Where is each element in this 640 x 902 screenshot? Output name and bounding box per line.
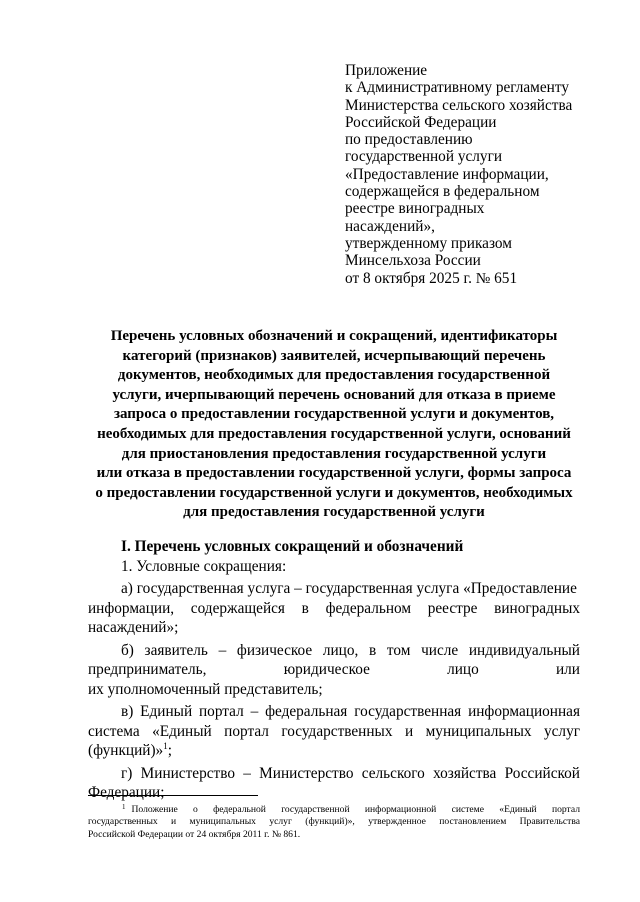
title-line: Перечень условных обозначений и сокращений, идентификаторы <box>110 328 558 344</box>
title-line: или отказа в предоставлении государственной услуги, формы запроса <box>96 465 572 482</box>
appendix-line: государственной услуги <box>345 148 503 166</box>
footnote-number: 1 <box>122 803 126 811</box>
list-item-a: а) государственная услуга – государственная услуга «Предоставление информации, содержащейся в федеральном реестре виноградных насаждений»; <box>88 580 580 636</box>
appendix-line: реестре виноградных <box>345 200 485 218</box>
section-subheading: 1. Условные сокращения: <box>121 557 287 575</box>
appendix-line: Минсельхоза России <box>345 252 481 270</box>
footnote-divider <box>88 795 258 796</box>
document-body <box>88 537 580 803</box>
title-line: необходимых для предоставления государственной услуги, оснований <box>97 425 571 442</box>
appendix-line: Министерства сельского хозяйства <box>345 96 573 114</box>
justified-line: предприниматель, юридическое лицо или <box>88 661 580 678</box>
title-line: о предоставлении государственной услуги и документов, необходимых <box>95 484 573 501</box>
list-item-c: в) Единый портал – федеральная государственная информационная система «Единый портал государственных и муниципальных услуг (функций)»$^1$; <box>88 703 580 759</box>
appendix-line: от 8 октября 2025 г. № 651 <box>345 269 518 287</box>
appendix-line: Приложение <box>345 62 428 79</box>
appendix-line: содержащейся в федеральном <box>345 183 540 201</box>
title-line: документов, необходимых для предоставления государственной <box>117 367 551 384</box>
title-line: для предоставления государственной услуги <box>183 504 485 521</box>
appendix-block <box>345 62 635 287</box>
section-heading: I. Перечень условных сокращений и обозначений <box>121 538 464 555</box>
title-line: услуги, ичерпывающий перечень оснований для отказа в приеме <box>112 386 556 403</box>
title-line: категорий (признаков) заявителей, исчерпывающий перечень <box>122 347 546 364</box>
footnote-text-line: Российской Федерации от 24 октября 2011 г. № 861. <box>88 828 301 840</box>
appendix-line: утвержденному приказом <box>345 234 512 252</box>
footnote <box>88 801 580 841</box>
appendix-line: Российской Федерации <box>345 113 497 131</box>
title-line: для приостановления предоставления государственной услуги <box>121 445 547 462</box>
appendix-line: по предоставлению <box>345 131 473 149</box>
list-item-d: г) Министерство – Министерство сельского хозяйства Российской Федерации; <box>88 764 580 801</box>
appendix-line: «Предоставление информации, <box>345 165 549 183</box>
footnote-reference[interactable]: 1 <box>163 741 168 751</box>
title-line: запроса о предоставлении государственной услуги и документов, <box>113 406 555 423</box>
appendix-line: насаждений», <box>345 217 435 235</box>
appendix-line: к Административному регламенту <box>345 79 569 97</box>
footnote-text-line: Положение о федеральной государственной информационной системе «Единый портал <box>131 804 580 815</box>
document-title <box>68 327 600 523</box>
list-item-b: б) заявитель – физическое лицо, в том числе индивидуальный предприниматель, юридическое лицо или их уполномоченный представитель; <box>88 641 580 698</box>
footnote-text-line: государственных и муниципальных услуг (функций)», утвержденное постановлением Правительства <box>88 816 580 828</box>
